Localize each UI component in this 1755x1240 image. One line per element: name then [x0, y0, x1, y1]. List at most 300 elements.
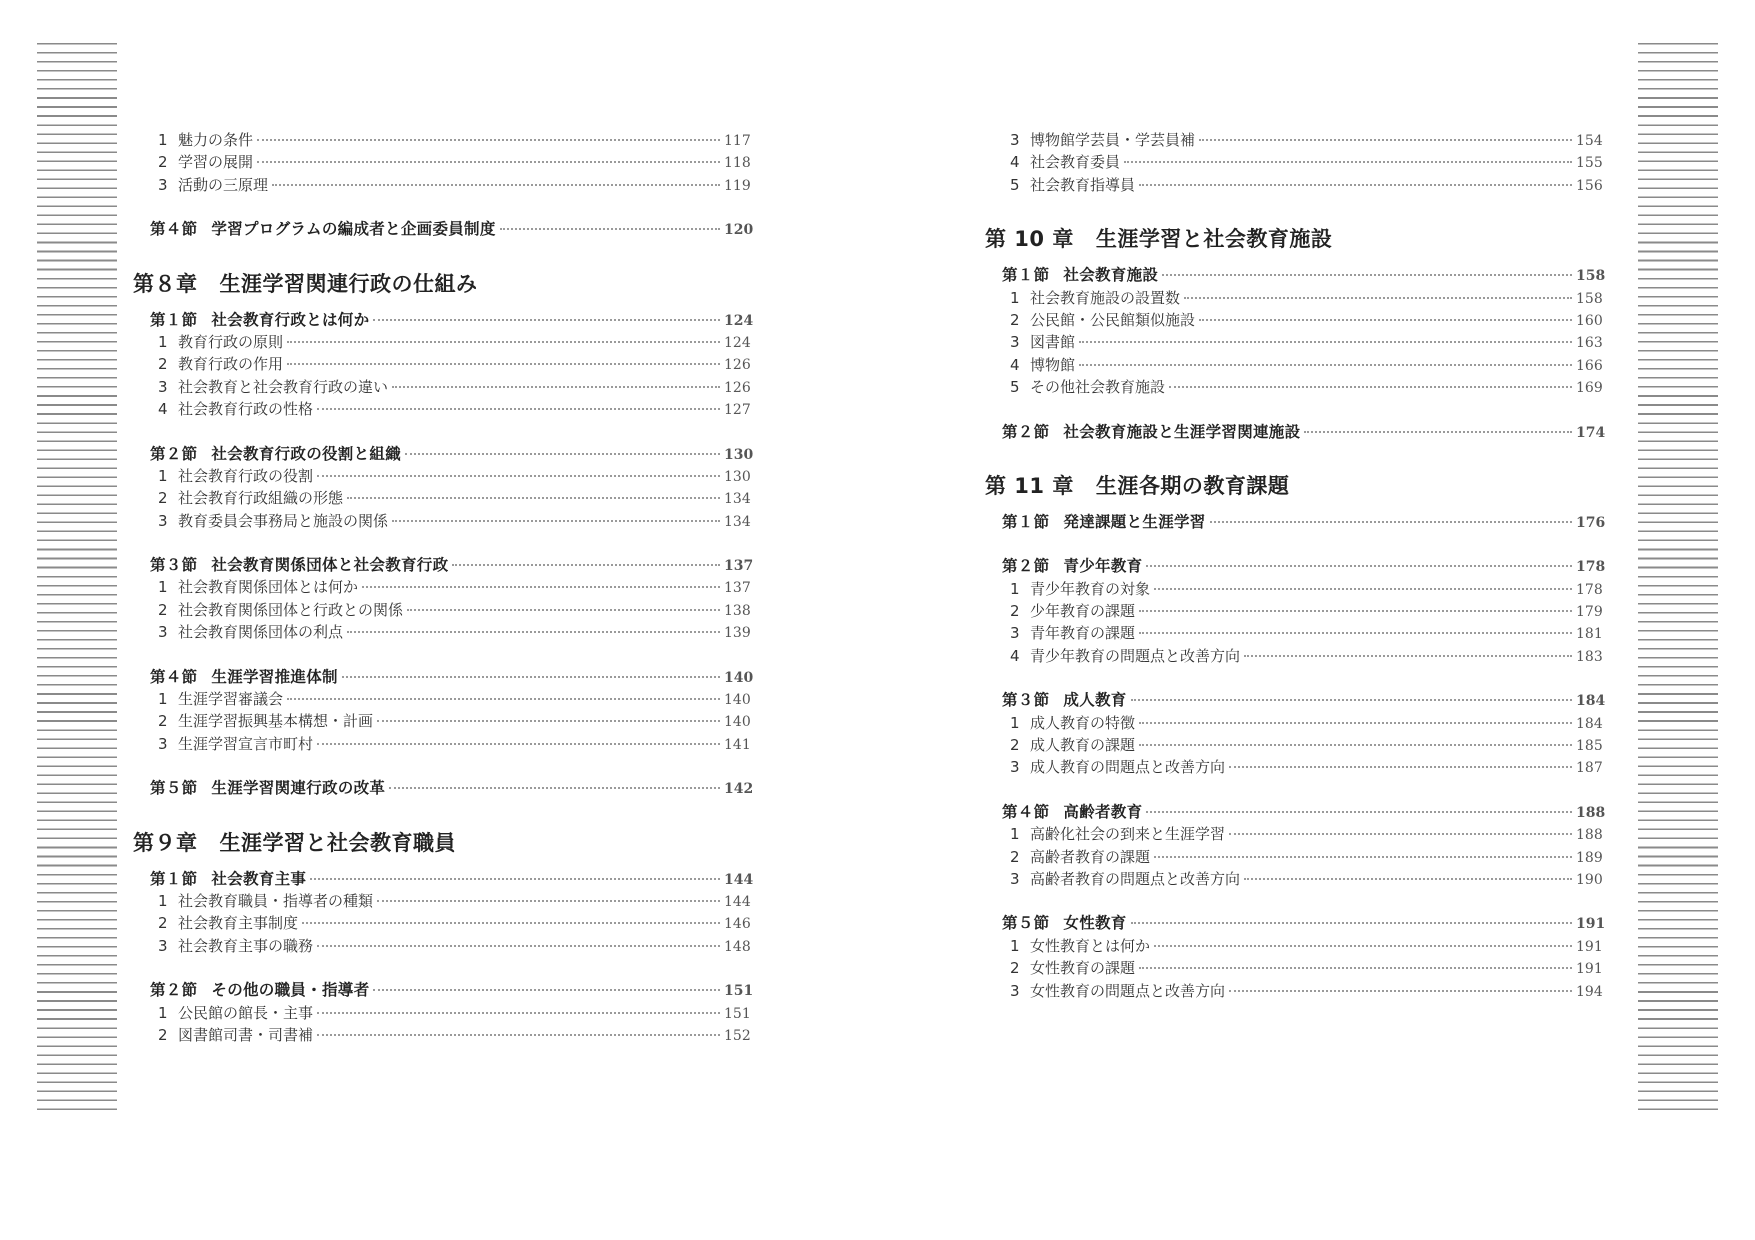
item-number: 2: [158, 1025, 168, 1044]
item-title: 社会教育施設の設置数: [1030, 288, 1181, 307]
section-title: 社会教育主事: [211, 869, 307, 888]
section-title: 生涯学習推進体制: [211, 667, 338, 686]
item-number: 5: [1010, 175, 1020, 194]
page-number: 194: [1576, 983, 1603, 1000]
toc-section-label: [150, 309, 369, 331]
page-number: 184: [1576, 693, 1606, 710]
dot-leader: [1154, 856, 1572, 858]
dot-leader: [1162, 274, 1572, 276]
item-title: 社会教育関係団体と行政との関係: [178, 600, 404, 619]
item-title: 教育行政の原則: [178, 332, 284, 351]
toc-item[interactable]: [1002, 129, 1602, 151]
toc-item-label: [1002, 935, 1150, 957]
toc-item-label: [1002, 376, 1165, 398]
toc-item-label: [1002, 980, 1225, 1002]
toc-item[interactable]: [150, 331, 750, 353]
spacer: [150, 755, 750, 777]
page-number: 189: [1576, 849, 1603, 866]
toc-item-label: [1002, 129, 1195, 151]
chapter-heading[interactable]: [985, 471, 1602, 501]
toc-item-label: [1002, 712, 1135, 734]
toc-item[interactable]: [150, 129, 750, 151]
toc-item[interactable]: [150, 376, 750, 398]
dot-leader: [500, 228, 720, 230]
dot-leader: [1079, 364, 1572, 366]
toc-section[interactable]: [1002, 511, 1606, 533]
page-number: 138: [724, 602, 751, 619]
dot-leader: [1079, 341, 1572, 343]
dot-leader: [1244, 655, 1572, 657]
page-number: 156: [1576, 177, 1603, 194]
page-number: 144: [724, 871, 754, 888]
toc-section[interactable]: [1002, 264, 1606, 286]
page-number: 181: [1576, 626, 1603, 643]
dot-leader: [1146, 811, 1572, 813]
item-number: 1: [1010, 579, 1020, 598]
toc-item[interactable]: [1002, 309, 1602, 331]
toc-section-label: [1002, 511, 1206, 533]
item-title: 女性教育の問題点と改善方向: [1030, 981, 1226, 1000]
spacer: [1002, 443, 1602, 471]
page-number: 137: [724, 580, 751, 597]
item-title: 学習の展開: [178, 153, 254, 172]
toc-item[interactable]: [150, 733, 750, 755]
dot-leader: [272, 184, 720, 186]
section-title: 高齢者教育: [1063, 802, 1143, 821]
dot-leader: [317, 1012, 720, 1014]
section-title: 生涯学習関連行政の改革: [211, 779, 386, 798]
section-prefix: 第３節: [150, 556, 198, 575]
toc-item-label: [150, 465, 313, 487]
toc-item[interactable]: [1002, 331, 1602, 353]
page-number: 188: [1576, 804, 1606, 821]
toc-section[interactable]: [150, 666, 754, 688]
spacer: [150, 957, 750, 979]
page-number: 187: [1576, 760, 1603, 777]
toc-item[interactable]: [150, 621, 750, 643]
item-title: 教育委員会事務局と施設の関係: [178, 511, 389, 530]
page-number: 163: [1576, 335, 1603, 352]
toc-item[interactable]: [1002, 174, 1602, 196]
toc-item-label: [1002, 600, 1135, 622]
toc-item[interactable]: [150, 890, 750, 912]
dot-leader: [347, 631, 720, 633]
page-number: 158: [1576, 268, 1606, 285]
item-title: 社会教育指導員: [1030, 175, 1136, 194]
section-prefix: 第２節: [1002, 557, 1050, 576]
toc-section[interactable]: [1002, 555, 1606, 577]
item-title: 社会教育行政の役割: [178, 466, 314, 485]
page-number: 130: [724, 468, 751, 485]
page-number: 130: [724, 446, 754, 463]
spacer: [1002, 667, 1602, 689]
toc-section-label: [150, 868, 306, 890]
toc-item-label: [1002, 309, 1195, 331]
item-number: 3: [158, 623, 168, 642]
item-title: 青少年教育の問題点と改善方向: [1030, 646, 1241, 665]
item-title: 教育行政の作用: [178, 355, 284, 374]
toc-item-label: [150, 1024, 313, 1046]
toc-section-label: [1002, 421, 1300, 443]
toc-section-label: [1002, 264, 1158, 286]
toc-item-label: [1002, 846, 1150, 868]
spacer: [150, 532, 750, 554]
toc-item-label: [150, 710, 373, 732]
toc-item[interactable]: [150, 710, 750, 732]
page-number: 146: [724, 916, 751, 933]
page-number: 140: [724, 692, 751, 709]
item-number: 2: [1010, 602, 1020, 621]
toc-section[interactable]: [1002, 912, 1606, 934]
item-number: 1: [158, 1003, 168, 1022]
page-number: 118: [724, 155, 751, 172]
item-title: 少年教育の課題: [1030, 602, 1136, 621]
toc-section[interactable]: [150, 443, 754, 465]
toc-section[interactable]: [150, 868, 754, 890]
toc-section-label: [1002, 689, 1127, 711]
toc-item[interactable]: [1002, 846, 1602, 868]
dot-leader: [1199, 139, 1572, 141]
page-number: 178: [1576, 581, 1603, 598]
dot-leader: [317, 408, 720, 410]
toc-item[interactable]: [150, 912, 750, 934]
toc-section-label: [150, 666, 338, 688]
dot-leader: [347, 497, 720, 499]
item-title: 社会教育主事制度: [178, 914, 299, 933]
item-number: 2: [1010, 310, 1020, 329]
toc-item[interactable]: [150, 935, 750, 957]
toc-item[interactable]: [150, 174, 750, 196]
toc-item-label: [150, 174, 268, 196]
item-title: 女性教育とは何か: [1030, 936, 1151, 955]
toc-item[interactable]: [1002, 823, 1602, 845]
item-number: 1: [158, 466, 168, 485]
toc-section[interactable]: [150, 777, 754, 799]
dot-leader: [373, 989, 720, 991]
item-title: 社会教育行政の性格: [178, 400, 314, 419]
dot-leader: [1304, 431, 1572, 433]
page-number: 155: [1576, 155, 1603, 172]
toc-item[interactable]: [150, 353, 750, 375]
dot-leader: [392, 386, 720, 388]
dot-leader: [1146, 565, 1572, 567]
toc-section-label: [150, 218, 496, 240]
dot-leader: [1154, 945, 1572, 947]
section-title: 女性教育: [1063, 914, 1127, 933]
section-prefix: 第４節: [1002, 802, 1050, 821]
dot-leader: [257, 161, 720, 163]
toc-item[interactable]: [150, 599, 750, 621]
item-number: 2: [1010, 847, 1020, 866]
page-number: 140: [724, 714, 751, 731]
item-number: 2: [158, 489, 168, 508]
toc-item-label: [1002, 331, 1075, 353]
toc-section[interactable]: [1002, 689, 1606, 711]
item-number: 1: [1010, 713, 1020, 732]
page-number: 185: [1576, 738, 1603, 755]
item-title: 生涯学習審議会: [178, 690, 284, 709]
toc-item[interactable]: [1002, 756, 1602, 778]
toc-right-column: [985, 129, 1606, 1002]
toc-item[interactable]: [150, 465, 750, 487]
page-number: 134: [724, 491, 751, 508]
toc-item-label: [150, 151, 253, 173]
item-number: 3: [1010, 131, 1020, 149]
dot-leader: [1169, 386, 1572, 388]
spacer: [1002, 779, 1602, 801]
toc-item-label: [150, 129, 253, 151]
toc-item-label: [150, 510, 388, 532]
item-number: 3: [158, 511, 168, 530]
page-number: 190: [1576, 871, 1603, 888]
section-prefix: 第２節: [150, 981, 198, 1000]
spacer: [150, 196, 750, 218]
right-margin-stripes: [1638, 43, 1718, 1113]
dot-leader: [377, 720, 720, 722]
section-title: 社会教育施設と生涯学習関連施設: [1063, 422, 1301, 441]
item-title: 高齢化社会の到来と生涯学習: [1030, 825, 1226, 844]
page-number: 119: [724, 177, 751, 194]
dot-leader: [1139, 610, 1572, 612]
page-number: 160: [1576, 312, 1603, 329]
chapter-title: 生涯学習と社会教育施設: [1095, 227, 1333, 252]
item-number: 1: [158, 131, 168, 149]
item-title: 成人教育の問題点と改善方向: [1030, 758, 1226, 777]
toc-item-label: [1002, 174, 1135, 196]
toc-item-label: [150, 912, 298, 934]
item-title: 社会教育職員・指導者の種類: [178, 891, 374, 910]
page-number: 144: [724, 893, 751, 910]
toc-item[interactable]: [1002, 151, 1602, 173]
toc-section[interactable]: [150, 979, 754, 1001]
dot-leader: [287, 363, 720, 365]
chapter-heading[interactable]: [133, 269, 750, 299]
toc-item-label: [150, 935, 313, 957]
dot-leader: [1124, 161, 1572, 163]
spacer: [1002, 196, 1602, 224]
toc-item[interactable]: [1002, 734, 1602, 756]
toc-section[interactable]: [150, 218, 754, 240]
chapter-prefix: 第８章: [133, 271, 198, 296]
toc-left-column: [133, 129, 754, 1046]
item-number: 1: [1010, 936, 1020, 955]
spacer: [1002, 890, 1602, 912]
toc-item[interactable]: [1002, 287, 1602, 309]
toc-item[interactable]: [150, 510, 750, 532]
toc-item[interactable]: [1002, 645, 1602, 667]
section-title: 社会教育施設: [1063, 266, 1159, 285]
page-number: 120: [724, 222, 754, 239]
toc-section[interactable]: [1002, 801, 1606, 823]
item-number: 2: [158, 600, 168, 619]
spacer: [150, 421, 750, 443]
dot-leader: [377, 900, 720, 902]
page-number: 184: [1576, 715, 1603, 732]
toc-item[interactable]: [150, 1024, 750, 1046]
section-prefix: 第５節: [1002, 914, 1050, 933]
toc-item[interactable]: [1002, 957, 1602, 979]
page-number: 166: [1576, 357, 1603, 374]
toc-item-label: [1002, 868, 1240, 890]
toc-item-label: [150, 398, 313, 420]
section-prefix: 第１節: [1002, 266, 1050, 285]
section-prefix: 第１節: [150, 310, 198, 329]
item-number: 3: [158, 377, 168, 396]
page-number: 154: [1576, 133, 1603, 149]
spacer: [150, 241, 750, 269]
toc-item-label: [150, 576, 358, 598]
item-title: 青少年教育の対象: [1030, 579, 1151, 598]
spacer: [1002, 399, 1602, 421]
dot-leader: [373, 319, 720, 321]
page-number: 191: [1576, 916, 1606, 933]
item-title: 青年教育の課題: [1030, 624, 1136, 643]
page-number: 188: [1576, 827, 1603, 844]
page-number: 124: [724, 334, 751, 351]
chapter-heading[interactable]: [985, 224, 1602, 254]
chapter-title: 生涯学習と社会教育職員: [219, 830, 456, 855]
toc-item-label: [150, 599, 403, 621]
toc-item[interactable]: [1002, 578, 1602, 600]
dot-leader: [342, 676, 720, 678]
toc-item[interactable]: [1002, 935, 1602, 957]
spacer: [1002, 533, 1602, 555]
toc-section[interactable]: [150, 554, 754, 576]
chapter-heading[interactable]: [133, 828, 750, 858]
item-number: 3: [158, 936, 168, 955]
item-title: 成人教育の特徴: [1030, 713, 1136, 732]
page-number: 139: [724, 625, 751, 642]
dot-leader: [1184, 297, 1572, 299]
page-number: 179: [1576, 604, 1603, 621]
item-number: 1: [158, 332, 168, 351]
section-prefix: 第４節: [150, 220, 198, 239]
dot-leader: [1131, 922, 1572, 924]
page-number: 126: [724, 357, 751, 374]
toc-item-label: [150, 353, 283, 375]
page-number: 140: [724, 669, 754, 686]
toc-item[interactable]: [1002, 376, 1602, 398]
dot-leader: [1229, 990, 1572, 992]
toc-item[interactable]: [150, 688, 750, 710]
toc-item-label: [150, 331, 283, 353]
toc-item-label: [1002, 622, 1135, 644]
spacer: [150, 800, 750, 828]
toc-item[interactable]: [150, 151, 750, 173]
dot-leader: [310, 878, 720, 880]
page-number: 134: [724, 513, 751, 530]
toc-item-label: [1002, 957, 1135, 979]
dot-leader: [302, 922, 720, 924]
toc-item[interactable]: [150, 398, 750, 420]
toc-item-label: [1002, 287, 1180, 309]
page-number: 127: [724, 402, 751, 419]
page-number: 141: [724, 736, 751, 753]
dot-leader: [287, 698, 720, 700]
dot-leader: [1139, 744, 1572, 746]
dot-leader: [389, 787, 720, 789]
item-number: 2: [1010, 736, 1020, 755]
toc-item[interactable]: [1002, 980, 1602, 1002]
item-number: 3: [1010, 869, 1020, 888]
toc-item[interactable]: [1002, 712, 1602, 734]
toc-item[interactable]: [1002, 600, 1602, 622]
toc-item[interactable]: [1002, 354, 1602, 376]
dot-leader: [1139, 722, 1572, 724]
item-title: 高齢者教育の問題点と改善方向: [1030, 869, 1241, 888]
page-number: 191: [1576, 938, 1603, 955]
page-number: 152: [724, 1027, 751, 1044]
dot-leader: [317, 743, 720, 745]
toc-section-label: [150, 777, 385, 799]
page-number: 191: [1576, 961, 1603, 978]
item-title: 社会教育と社会教育行政の違い: [178, 377, 389, 396]
item-title: 図書館: [1030, 333, 1076, 352]
dot-leader: [1139, 632, 1572, 634]
item-title: 生涯学習振興基本構想・計画: [178, 712, 374, 731]
toc-item[interactable]: [1002, 622, 1602, 644]
section-title: 社会教育行政とは何か: [211, 310, 370, 329]
toc-section[interactable]: [1002, 421, 1606, 443]
page-number: 174: [1576, 424, 1606, 441]
section-title: その他の職員・指導者: [211, 981, 370, 1000]
toc-item[interactable]: [150, 576, 750, 598]
chapter-prefix: 第 11 章: [985, 473, 1074, 498]
dot-leader: [407, 609, 720, 611]
toc-item[interactable]: [150, 487, 750, 509]
item-number: 1: [158, 891, 168, 910]
toc-section[interactable]: [150, 309, 754, 331]
left-margin-stripes: [37, 43, 117, 1113]
dot-leader: [1139, 184, 1572, 186]
item-title: 公民館の館長・主事: [178, 1003, 314, 1022]
dot-leader: [317, 475, 720, 477]
section-prefix: 第２節: [1002, 422, 1050, 441]
dot-leader: [317, 1034, 720, 1036]
section-title: 学習プログラムの編成者と企画委員制度: [211, 220, 496, 239]
item-title: 社会教育主事の職務: [178, 936, 314, 955]
chapter-prefix: 第 10 章: [985, 227, 1074, 252]
chapter-title: 生涯学習関連行政の仕組み: [219, 271, 478, 296]
section-title: 成人教育: [1063, 691, 1127, 710]
item-number: 1: [1010, 825, 1020, 844]
toc-item-label: [1002, 823, 1225, 845]
item-title: 社会教育関係団体とは何か: [178, 578, 359, 597]
page-number: 151: [724, 1005, 751, 1022]
toc-item-label: [150, 376, 388, 398]
toc-item[interactable]: [1002, 868, 1602, 890]
toc-item[interactable]: [150, 1002, 750, 1024]
toc-item-label: [150, 890, 373, 912]
dot-leader: [405, 453, 720, 455]
item-title: 生涯学習宣言市町村: [178, 734, 314, 753]
toc-section-label: [150, 443, 401, 465]
dot-leader: [1139, 967, 1572, 969]
dot-leader: [1244, 878, 1572, 880]
page-number: 117: [724, 133, 751, 149]
page-number: 142: [724, 781, 754, 798]
item-number: 4: [1010, 646, 1020, 665]
toc-item-label: [1002, 756, 1225, 778]
item-number: 2: [1010, 959, 1020, 978]
item-title: 社会教育委員: [1030, 153, 1121, 172]
toc-section-label: [150, 979, 369, 1001]
dot-leader: [392, 520, 720, 522]
item-number: 1: [158, 690, 168, 709]
section-title: 社会教育行政の役割と組織: [211, 444, 402, 463]
chapter-prefix: 第９章: [133, 830, 198, 855]
page-number: 158: [1576, 290, 1603, 307]
